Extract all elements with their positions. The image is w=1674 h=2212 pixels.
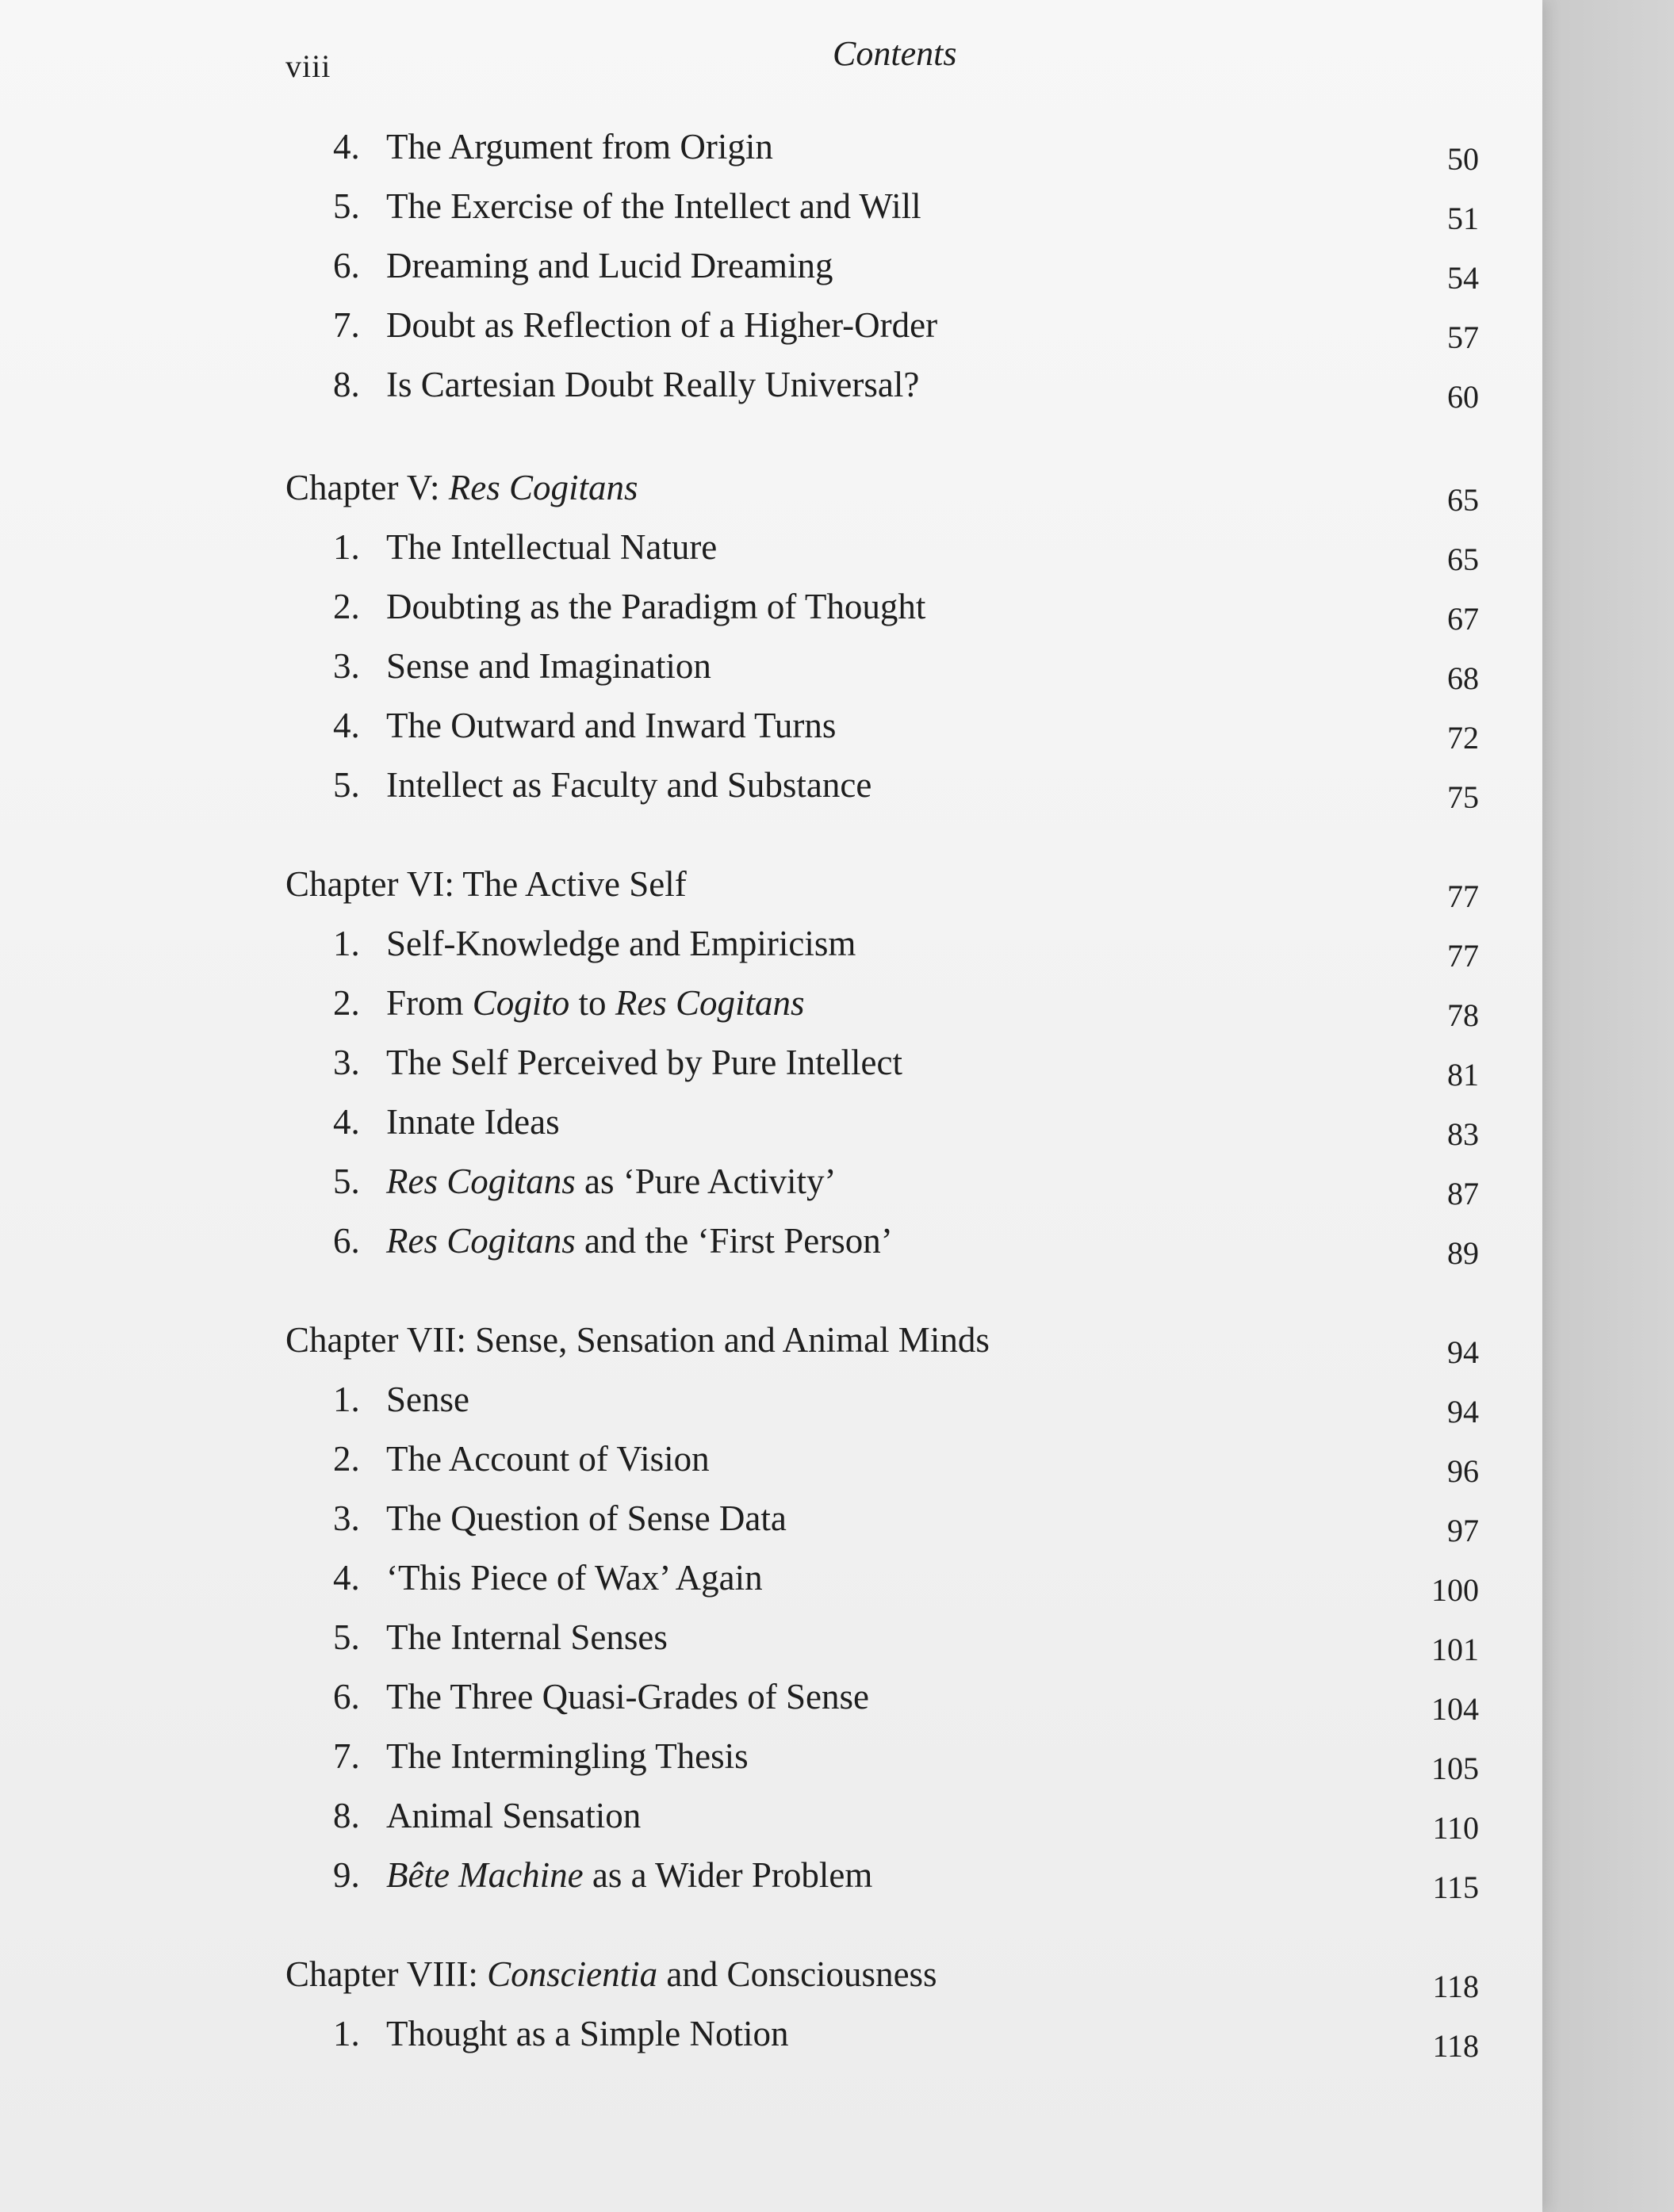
- page-number: 94: [1447, 1394, 1479, 1429]
- toc-section-entry: [0, 523, 1542, 577]
- toc-chapter-entry: [0, 464, 1542, 518]
- section-title: [386, 523, 717, 571]
- page-number: 65: [1447, 482, 1479, 518]
- section-title: [386, 1613, 668, 1661]
- title-text: The Intellectual Nature: [386, 527, 718, 567]
- toc-section-entry: [0, 1217, 1542, 1271]
- page-number: 60: [1447, 379, 1479, 415]
- section-title: [386, 301, 937, 349]
- section-title: [386, 1732, 749, 1780]
- section-number: 7.: [333, 1736, 360, 1776]
- page-number: 118: [1432, 1969, 1479, 2004]
- page-number: 105: [1431, 1751, 1479, 1786]
- section-title: [386, 2010, 788, 2057]
- title-text: and Consciousness: [657, 1954, 937, 1994]
- page-number: 101: [1431, 1632, 1479, 1667]
- section-number: 3.: [333, 646, 360, 686]
- chapter-title: [285, 1950, 937, 1998]
- section-number: 3.: [333, 1498, 360, 1538]
- toc-section-entry: [0, 979, 1542, 1033]
- section-title: [386, 1851, 872, 1899]
- title-text: Res Cogitans: [448, 468, 638, 507]
- toc-section-entry: [0, 920, 1542, 974]
- section-number: 4.: [333, 1558, 360, 1598]
- page-number: 104: [1431, 1691, 1479, 1727]
- toc-section-entry: [0, 2010, 1542, 2064]
- page-number: 54: [1447, 260, 1479, 296]
- section-title: [386, 1554, 763, 1602]
- toc-section-entry: [0, 1732, 1542, 1786]
- title-text: The Self Perceived by Pure Intellect: [386, 1043, 903, 1082]
- toc-section-entry: [0, 1673, 1542, 1727]
- title-text: The Three Quasi-Grades of Sense: [386, 1677, 869, 1716]
- title-text: as ‘Pure Activity’: [575, 1161, 837, 1201]
- title-text: Res Cogitans: [386, 1221, 576, 1261]
- section-number: 6.: [333, 246, 360, 285]
- title-text: Chapter V:: [285, 468, 449, 507]
- chapter-title: [285, 1316, 990, 1364]
- toc-section-entry: [0, 1376, 1542, 1429]
- title-text: Bête Machine: [386, 1855, 584, 1895]
- title-text: Res Cogitans: [386, 1161, 576, 1201]
- title-text: Doubt as Reflection of a Higher-Order: [386, 305, 938, 345]
- folio: viii: [285, 48, 331, 84]
- title-text: as a Wider Problem: [583, 1855, 873, 1895]
- running-head: Contents: [833, 34, 957, 73]
- section-number: 5.: [333, 186, 360, 226]
- toc-section-entry: [0, 1435, 1542, 1489]
- title-text: Conscientia: [487, 1954, 658, 1994]
- section-number: 5.: [333, 1617, 360, 1657]
- section-title: [386, 702, 836, 749]
- section-number: 4.: [333, 706, 360, 745]
- page-number: 67: [1447, 601, 1479, 637]
- section-title: [386, 642, 711, 690]
- section-title: [386, 1435, 710, 1483]
- title-text: Sense and Imagination: [386, 646, 711, 686]
- toc-section-entry: [0, 301, 1542, 355]
- page-number: 75: [1447, 779, 1479, 815]
- page-number: 96: [1447, 1453, 1479, 1489]
- title-text: The Account of Vision: [386, 1439, 710, 1479]
- section-title: [386, 1098, 560, 1146]
- page-number: 110: [1432, 1810, 1479, 1846]
- page-number: 77: [1447, 878, 1479, 914]
- title-text: ‘This Piece of Wax’ Again: [386, 1558, 763, 1598]
- title-text: The Intermingling Thesis: [386, 1736, 749, 1776]
- toc-section-entry: [0, 242, 1542, 296]
- title-text: Self-Knowledge and Empiricism: [386, 924, 856, 963]
- page-number: 65: [1447, 542, 1479, 577]
- chapter-title: [285, 464, 638, 511]
- title-text: Chapter VI: The Active Self: [285, 864, 687, 904]
- toc-chapter-entry: [0, 1316, 1542, 1370]
- title-text: and the ‘First Person’: [575, 1221, 893, 1261]
- page-number: 118: [1432, 2028, 1479, 2064]
- toc-section-entry: [0, 583, 1542, 637]
- toc-section-entry: [0, 642, 1542, 696]
- toc-chapter-entry: [0, 860, 1542, 914]
- title-text: Chapter VII: Sense, Sensation and Animal Minds: [285, 1320, 990, 1360]
- title-text: The Outward and Inward Turns: [386, 706, 837, 745]
- page-number: 81: [1447, 1057, 1479, 1093]
- page-number: 77: [1447, 938, 1479, 974]
- section-title: [386, 761, 871, 809]
- section-title: [386, 583, 925, 630]
- title-text: The Internal Senses: [386, 1617, 668, 1657]
- page-number: 72: [1447, 720, 1479, 756]
- section-title: [386, 361, 919, 408]
- toc-section-entry: [0, 1554, 1542, 1608]
- title-text: Res Cogitans: [615, 983, 805, 1023]
- section-number: 2.: [333, 1439, 360, 1479]
- title-text: Is Cartesian Doubt Really Universal?: [386, 365, 920, 404]
- page-number: 87: [1447, 1176, 1479, 1211]
- section-title: [386, 1039, 902, 1086]
- title-text: to: [569, 983, 615, 1023]
- toc-section-entry: [0, 761, 1542, 815]
- toc-section-entry: [0, 1792, 1542, 1846]
- section-title: [386, 1792, 641, 1839]
- title-text: Doubting as the Paradigm of Thought: [386, 587, 926, 626]
- title-text: The Question of Sense Data: [386, 1498, 787, 1538]
- title-text: The Argument from Origin: [386, 127, 773, 166]
- toc-section-entry: [0, 123, 1542, 177]
- section-number: 8.: [333, 365, 360, 404]
- section-number: 5.: [333, 1161, 360, 1201]
- page-number: 50: [1447, 141, 1479, 177]
- toc-section-entry: [0, 1098, 1542, 1152]
- toc-section-entry: [0, 1494, 1542, 1548]
- chapter-title: [285, 860, 687, 908]
- page-number: 94: [1447, 1334, 1479, 1370]
- title-text: Cogito: [472, 983, 570, 1023]
- title-text: Thought as a Simple Notion: [386, 2014, 789, 2053]
- title-text: Innate Ideas: [386, 1102, 560, 1142]
- title-text: The Exercise of the Intellect and Will: [386, 186, 921, 226]
- section-number: 6.: [333, 1677, 360, 1716]
- toc-section-entry: [0, 1039, 1542, 1093]
- toc-section-entry: [0, 361, 1542, 415]
- section-title: [386, 182, 921, 230]
- section-number: 5.: [333, 765, 360, 805]
- title-text: Intellect as Faculty and Substance: [386, 765, 872, 805]
- section-number: 3.: [333, 1043, 360, 1082]
- section-number: 1.: [333, 527, 360, 567]
- section-title: [386, 123, 773, 170]
- section-number: 2.: [333, 983, 360, 1023]
- section-number: 7.: [333, 305, 360, 345]
- title-text: Chapter VIII:: [285, 1954, 488, 1994]
- page-number: 97: [1447, 1513, 1479, 1548]
- page-number: 51: [1447, 201, 1479, 236]
- section-title: [386, 1217, 893, 1265]
- section-title: [386, 1376, 469, 1423]
- toc-section-entry: [0, 1851, 1542, 1905]
- section-title: [386, 1158, 836, 1205]
- section-number: 9.: [333, 1855, 360, 1895]
- section-title: [386, 242, 833, 289]
- section-title: [386, 979, 805, 1027]
- title-text: Sense: [386, 1380, 469, 1419]
- section-number: 1.: [333, 924, 360, 963]
- page-number: 68: [1447, 660, 1479, 696]
- title-text: Dreaming and Lucid Dreaming: [386, 246, 833, 285]
- page-number: 83: [1447, 1116, 1479, 1152]
- title-text: Animal Sensation: [386, 1796, 642, 1835]
- toc-section-entry: [0, 1158, 1542, 1211]
- section-number: 2.: [333, 587, 360, 626]
- section-number: 4.: [333, 1102, 360, 1142]
- section-title: [386, 1673, 869, 1720]
- toc-section-entry: [0, 182, 1542, 236]
- section-number: 4.: [333, 127, 360, 166]
- section-number: 1.: [333, 1380, 360, 1419]
- page-number: 100: [1431, 1572, 1479, 1608]
- section-title: [386, 1494, 787, 1542]
- toc-chapter-entry: [0, 1950, 1542, 2004]
- section-number: 6.: [333, 1221, 360, 1261]
- toc-section-entry: [0, 1613, 1542, 1667]
- section-number: 1.: [333, 2014, 360, 2053]
- title-text: From: [386, 983, 473, 1023]
- toc-section-entry: [0, 702, 1542, 756]
- page-number: 89: [1447, 1235, 1479, 1271]
- page-number: 57: [1447, 320, 1479, 355]
- page-number: 78: [1447, 997, 1479, 1033]
- section-number: 8.: [333, 1796, 360, 1835]
- section-title: [386, 920, 856, 967]
- page-number: 115: [1432, 1869, 1479, 1905]
